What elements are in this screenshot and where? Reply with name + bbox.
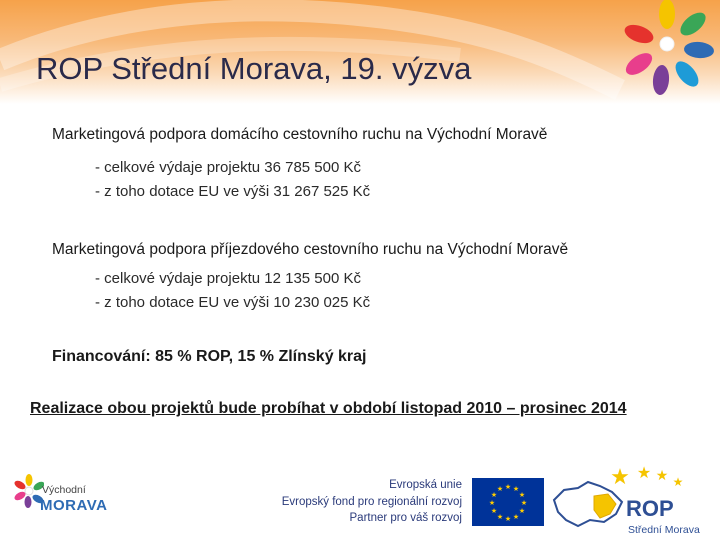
project1-eu-subsidy: - z toho dotace EU ve výši 31 267 525 Kč — [95, 183, 371, 200]
svg-text:★: ★ — [496, 485, 504, 493]
financing-text: Financování: 85 % ROP, 15 % Zlínský kraj — [52, 348, 367, 365]
vm-logo-line2: MORAVA — [40, 497, 108, 514]
svg-text:★: ★ — [636, 463, 652, 482]
flower-logo-icon — [605, 0, 720, 112]
eu-flag-icon — [472, 478, 544, 526]
rop-stars-icon — [606, 462, 696, 496]
svg-text:★: ★ — [512, 513, 520, 521]
eu-union-label: Evropská unie — [389, 479, 462, 491]
svg-text:★: ★ — [520, 499, 528, 507]
project1-heading: Marketingová podpora domácího cestovního ruchu na Východní Moravě — [52, 126, 548, 143]
vychodni-morava-logo — [14, 470, 114, 520]
svg-text:★: ★ — [496, 513, 504, 521]
slide-title: ROP Střední Morava, 19. výzva — [36, 51, 472, 86]
project2-heading: Marketingová podpora příjezdového cestovního ruchu na Východní Moravě — [52, 241, 569, 258]
project2-eu-subsidy: - z toho dotace EU ve výši 10 230 025 Kč — [95, 294, 371, 311]
rop-logo — [550, 462, 720, 540]
svg-text:★: ★ — [610, 465, 630, 490]
rop-logo-word: ROP — [626, 496, 674, 521]
vm-logo-line1: Východní — [42, 484, 86, 496]
svg-text:★: ★ — [504, 483, 512, 491]
eu-partner-label: Partner pro váš rozvoj — [349, 512, 462, 524]
rop-logo-subtitle: Střední Morava — [628, 524, 700, 536]
svg-text:★: ★ — [672, 475, 684, 489]
svg-text:★: ★ — [504, 515, 512, 523]
svg-text:★: ★ — [490, 491, 498, 499]
svg-text:★: ★ — [655, 468, 669, 484]
svg-text:★: ★ — [518, 491, 526, 499]
project1-total-cost: - celkové výdaje projektu 36 785 500 Kč — [95, 159, 361, 176]
svg-text:★: ★ — [490, 507, 498, 515]
eu-text-block — [282, 477, 462, 527]
project2-total-cost: - celkové výdaje projektu 12 135 500 Kč — [95, 270, 361, 287]
svg-text:★: ★ — [488, 499, 496, 507]
realization-period-text: Realizace obou projektů bude probíhat v období listopad 2010 – prosinec 2014 — [30, 400, 627, 417]
svg-text:★: ★ — [512, 485, 520, 493]
eu-fund-label: Evropský fond pro regionální rozvoj — [281, 495, 462, 508]
svg-text:★: ★ — [518, 507, 526, 515]
